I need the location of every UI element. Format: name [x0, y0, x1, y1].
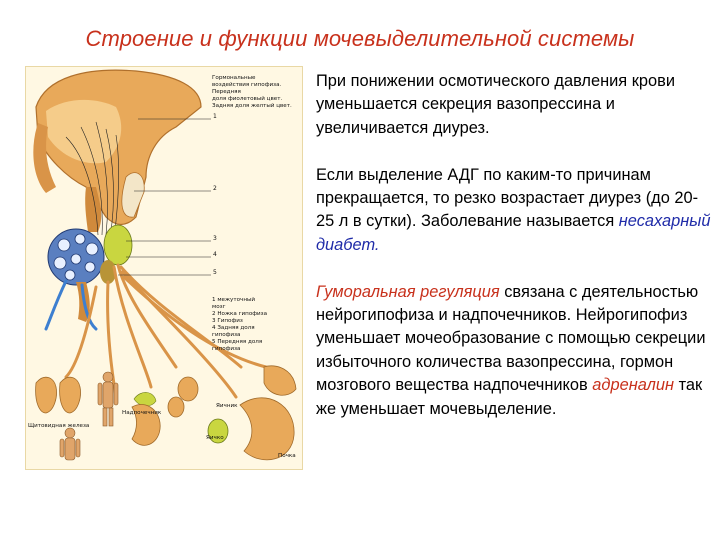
- human-figure-lower: [60, 428, 80, 460]
- callout-2: 2: [213, 185, 217, 192]
- paragraph-gap: [316, 140, 714, 163]
- legend-bottom-line: 2 Ножка гипофиза: [212, 311, 268, 317]
- legend-bottom-line: гипофиза: [212, 346, 241, 352]
- human-figure-upper: [98, 372, 118, 426]
- body-text: [316, 70, 714, 421]
- legend-bottom-line: 1 межуточный: [212, 297, 256, 303]
- paragraph-3-end: так же уменьшает мочевыделение.: [316, 376, 703, 418]
- thyroid-left: [36, 377, 57, 413]
- ovary-left: [178, 377, 198, 401]
- label-adrenal: Надпочечник: [122, 410, 162, 416]
- callout-5: 5: [213, 269, 217, 276]
- legend-top-line: доля фиолетовый цвет.: [212, 96, 283, 102]
- ovary-right: [264, 366, 296, 395]
- slide-title: Строение и функции мочевыделительной системы: [85, 26, 635, 51]
- term-adrenaline: адреналин: [592, 376, 675, 395]
- callout-1: 1: [213, 113, 217, 120]
- legend-bottom: [212, 297, 267, 353]
- legend-bottom-line: мозг: [212, 304, 226, 310]
- paragraph-1: При понижении осмотического давления крови уменьшается секреция вазопрессина и увеличивается диурез.: [316, 72, 676, 137]
- endocrine-drawing: [26, 67, 303, 470]
- paragraph-3-text: связана с деятельностью нейрогипофиза и надпочечников. Нейрогипофиз уменьшает мочеобразование с помощью секреции избыточного количества вазопрессина, гормон мозгового вещества надпочечников: [316, 282, 706, 395]
- legend-bottom-line: 3 Гипофиз: [212, 318, 243, 324]
- legend-top-line: Гормональные: [212, 75, 256, 81]
- thyroid-right: [60, 377, 81, 413]
- paragraph-3: [316, 281, 714, 421]
- legend-top-line: воздействия гипофиза.: [212, 82, 282, 88]
- legend-top-line: Задняя доля желтый цвет.: [212, 103, 292, 109]
- callout-4: 4: [213, 251, 217, 258]
- paragraph-gap: [316, 257, 714, 280]
- callout-3: 3: [213, 235, 217, 242]
- ovary-middle: [168, 397, 184, 417]
- term-diabetes-insipidus: несахарный диабет.: [316, 212, 711, 254]
- adrenal-gland: [134, 392, 156, 406]
- legend-top-line: Передняя: [212, 89, 241, 95]
- paragraph-2: [316, 164, 714, 258]
- paragraph-2-text: Если выделение АДГ по каким-то причинам прекращается, то резко возрастает диурез (до 20-25 л в сутки). Заболевание называется: [316, 165, 699, 231]
- legend-bottom-line: 4 Задняя доля: [212, 325, 255, 331]
- legend-bottom-line: 5 Передняя доля: [212, 339, 263, 345]
- endocrine-illustration: [25, 66, 303, 470]
- kidney-right: [240, 398, 294, 460]
- term-humoral-regulation: Гуморальная регуляция: [316, 282, 500, 301]
- legend-top: [212, 75, 292, 110]
- posterior-lobe: [104, 225, 132, 265]
- label-ovary: Яичник: [216, 403, 238, 409]
- legend-bottom-line: гипофиза: [212, 332, 241, 338]
- label-testis: Яичко: [206, 435, 224, 441]
- ventricle: [122, 173, 144, 218]
- label-thyroid: Щитовидная железа: [28, 423, 90, 429]
- label-kidney: Почка: [278, 453, 296, 459]
